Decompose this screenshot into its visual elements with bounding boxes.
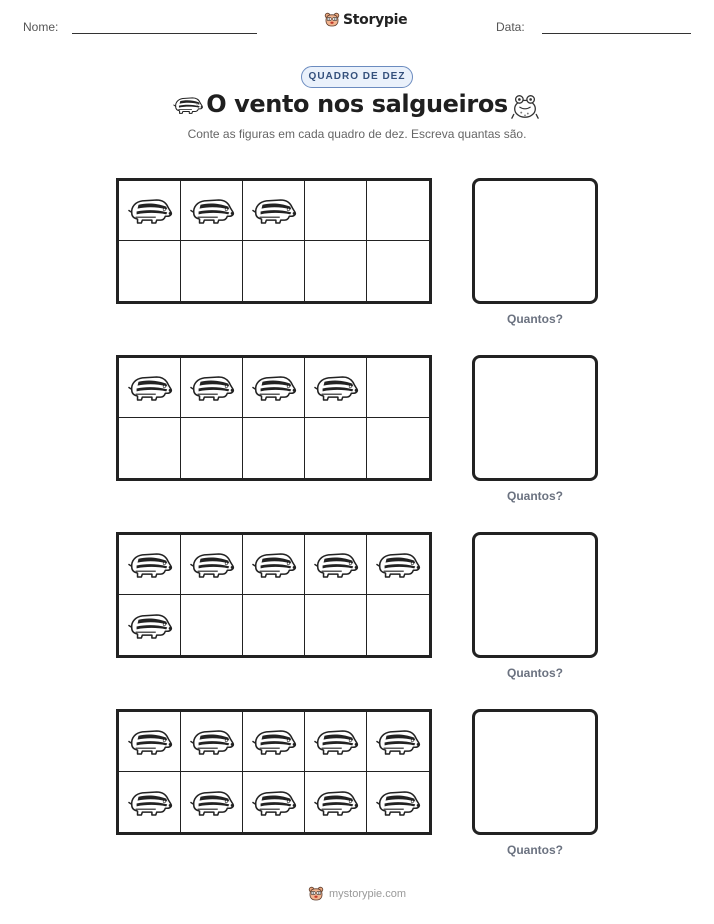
badger-icon (189, 194, 235, 227)
ten-frame-cell (181, 712, 243, 772)
badger-icon (313, 786, 359, 819)
badger-icon (313, 371, 359, 404)
badger-icon (251, 194, 297, 227)
badger-icon (251, 548, 297, 581)
ten-frame (116, 178, 432, 304)
badger-icon (127, 786, 173, 819)
ten-frame-cell (181, 535, 243, 595)
badger-icon (189, 725, 235, 758)
ten-frame-cell (181, 358, 243, 418)
ten-frame-cell (305, 241, 367, 301)
page-title: O vento nos salgueiros (206, 90, 508, 118)
ten-frame-cell (243, 418, 305, 478)
footer (0, 886, 714, 902)
badger-icon (189, 371, 235, 404)
answer-box[interactable] (472, 355, 598, 481)
ten-frame-cell (305, 358, 367, 418)
ten-frame-cell (119, 241, 181, 301)
brand-name: Storypie (343, 12, 408, 28)
badger-icon (127, 371, 173, 404)
ten-frame-cell (243, 535, 305, 595)
ten-frame-cell (181, 418, 243, 478)
badger-icon (375, 725, 421, 758)
ten-frame-cell (305, 595, 367, 655)
answer-box[interactable] (472, 178, 598, 304)
ten-frame-cell (119, 358, 181, 418)
ten-frame-cell (367, 712, 429, 772)
ten-frame-cell (367, 595, 429, 655)
ten-frame (116, 709, 432, 835)
badger-icon (127, 194, 173, 227)
answer-label: Quantos? (507, 666, 563, 680)
answer-label: Quantos? (507, 489, 563, 503)
bear-mascot-icon (308, 886, 324, 902)
badger-icon (251, 371, 297, 404)
ten-frame-cell (181, 241, 243, 301)
brand-logo (324, 12, 407, 28)
date-label: Data: (496, 20, 525, 34)
ten-frame-cell (119, 772, 181, 832)
ten-frame-cell (243, 712, 305, 772)
date-line[interactable] (542, 33, 691, 34)
answer-box[interactable] (472, 532, 598, 658)
instructions: Conte as figuras em cada quadro de dez. Escreva quantas são. (187, 127, 527, 141)
ten-frame-cell (305, 712, 367, 772)
name-label: Nome: (23, 20, 59, 34)
ten-frame-cell (181, 595, 243, 655)
ten-frame-cell (367, 358, 429, 418)
ten-frame-cell (305, 535, 367, 595)
ten-frame-cell (119, 181, 181, 241)
ten-frame-cell (367, 535, 429, 595)
badger-icon (251, 725, 297, 758)
badger-icon (313, 548, 359, 581)
badger-icon (189, 786, 235, 819)
ten-frame-cell (119, 535, 181, 595)
footer-url: mystorypie.com (328, 888, 407, 900)
answer-box[interactable] (472, 709, 598, 835)
ten-frame-cell (367, 418, 429, 478)
badger-icon (127, 609, 173, 642)
ten-frame-cell (119, 712, 181, 772)
badger-icon (127, 548, 173, 581)
badger-icon (375, 786, 421, 819)
ten-frame-cell (367, 772, 429, 832)
ten-frame-cell (119, 418, 181, 478)
ten-frame-cell (367, 181, 429, 241)
ten-frame-cell (243, 772, 305, 832)
answer-label: Quantos? (507, 843, 563, 857)
badger-icon (313, 725, 359, 758)
ten-frame-cell (305, 181, 367, 241)
ten-frame-cell (119, 595, 181, 655)
name-line[interactable] (72, 33, 257, 34)
bear-mascot-icon (324, 12, 340, 28)
ten-frame (116, 532, 432, 658)
badger-icon (127, 725, 173, 758)
badger-icon (375, 548, 421, 581)
ten-frame-cell (243, 181, 305, 241)
ten-frame-cell (243, 358, 305, 418)
toad-icon (510, 91, 540, 121)
worksheet-type-badge: QUADRO DE DEZ (301, 66, 413, 88)
ten-frame-cell (243, 241, 305, 301)
ten-frame (116, 355, 432, 481)
ten-frame-cell (243, 595, 305, 655)
ten-frame-cell (305, 772, 367, 832)
ten-frame-cell (305, 418, 367, 478)
ten-frame-cell (181, 181, 243, 241)
badger-icon (251, 786, 297, 819)
ten-frame-cell (367, 241, 429, 301)
ten-frame-cell (181, 772, 243, 832)
badger-icon (189, 548, 235, 581)
answer-label: Quantos? (507, 312, 563, 326)
